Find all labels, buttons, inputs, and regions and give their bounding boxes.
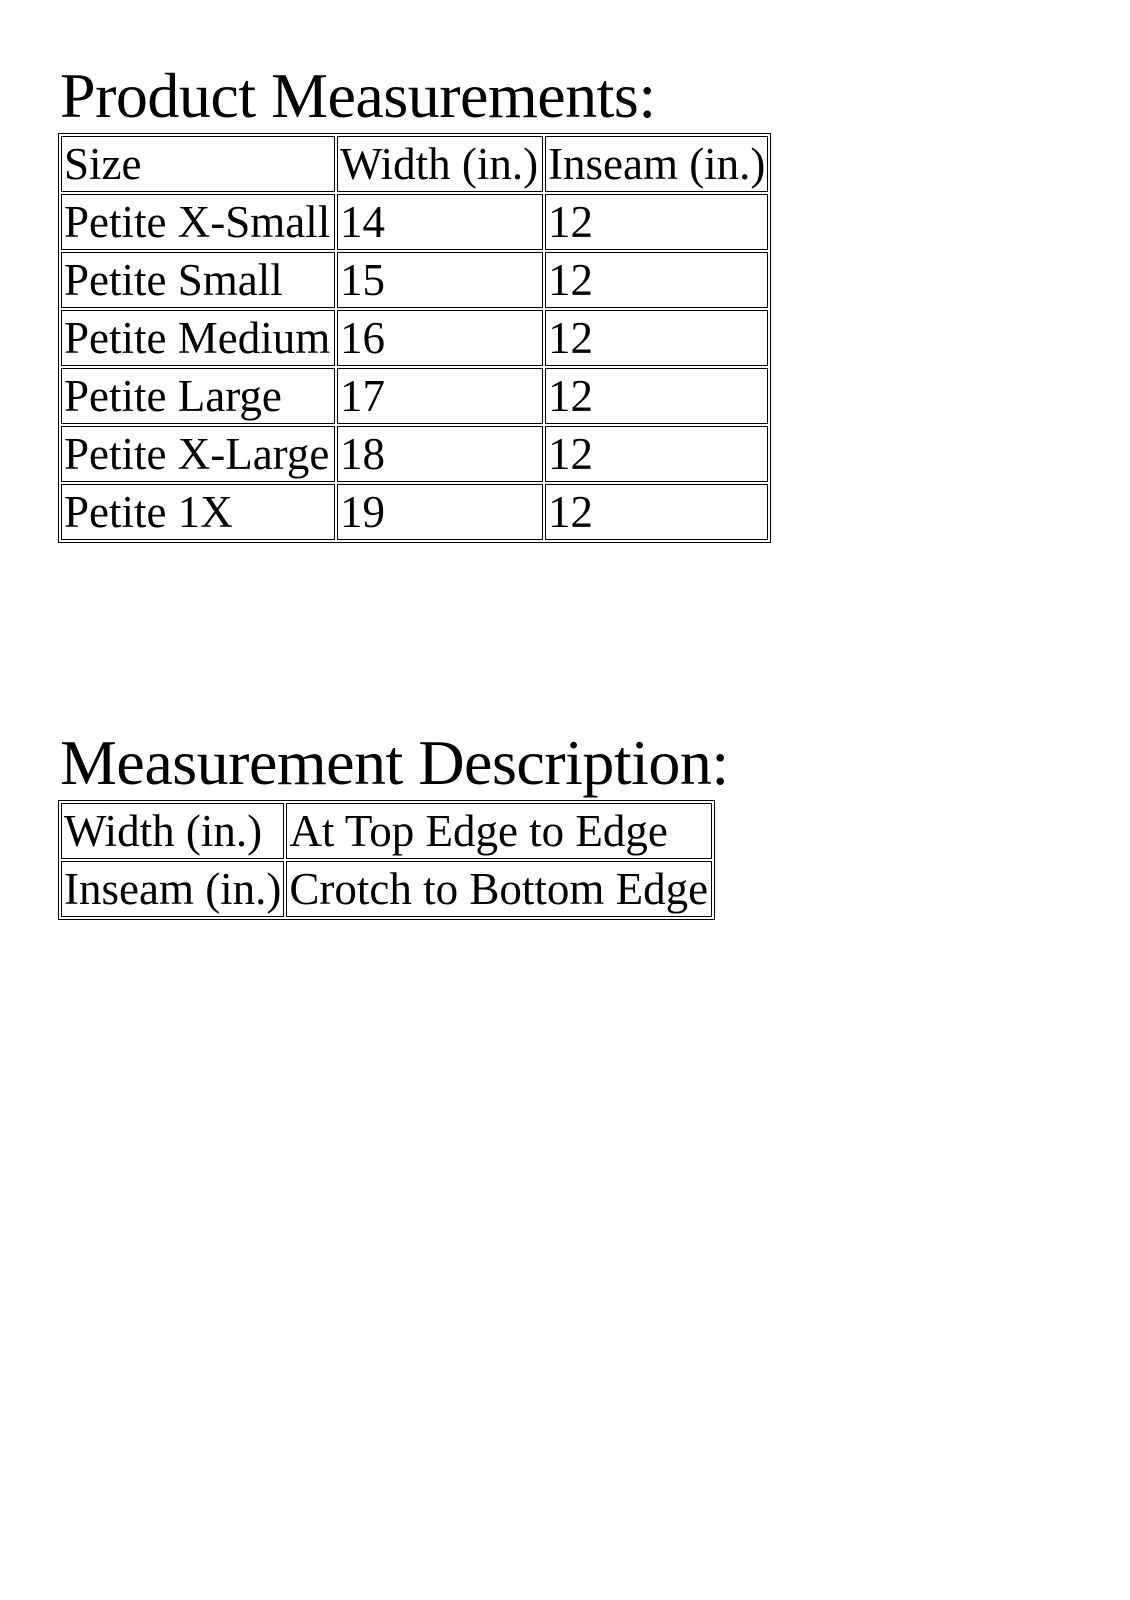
width-cell: 16 (337, 310, 543, 366)
table-row (61, 194, 768, 250)
inseam-cell: 12 (545, 252, 768, 308)
header-size: Size (61, 136, 335, 192)
measurement-description-table (58, 800, 715, 920)
table-row (61, 310, 768, 366)
size-cell: Petite X-Large (61, 426, 335, 482)
size-cell: Petite Large (61, 368, 335, 424)
inseam-cell: 12 (545, 426, 768, 482)
width-cell: 19 (337, 484, 543, 540)
measurement-description-title: Measurement Description: (60, 727, 729, 798)
table-row (61, 803, 712, 859)
measurement-description-cell: At Top Edge to Edge (286, 803, 712, 859)
size-cell: Petite X-Small (61, 194, 335, 250)
size-cell: Petite Medium (61, 310, 335, 366)
inseam-cell: 12 (545, 194, 768, 250)
table-header-row (61, 136, 768, 192)
measurement-name-cell: Width (in.) (61, 803, 284, 859)
width-cell: 14 (337, 194, 543, 250)
table-row (61, 368, 768, 424)
measurement-name-cell: Inseam (in.) (61, 861, 284, 917)
product-measurements-title: Product Measurements: (60, 60, 656, 131)
inseam-cell: 12 (545, 310, 768, 366)
product-measurements-table (58, 133, 771, 543)
table-row (61, 484, 768, 540)
table-row (61, 252, 768, 308)
table-row (61, 426, 768, 482)
width-cell: 15 (337, 252, 543, 308)
size-cell: Petite Small (61, 252, 335, 308)
header-width: Width (in.) (337, 136, 543, 192)
size-cell: Petite 1X (61, 484, 335, 540)
width-cell: 17 (337, 368, 543, 424)
header-inseam: Inseam (in.) (545, 136, 768, 192)
width-cell: 18 (337, 426, 543, 482)
inseam-cell: 12 (545, 484, 768, 540)
table-row (61, 861, 712, 917)
inseam-cell: 12 (545, 368, 768, 424)
measurement-description-cell: Crotch to Bottom Edge (286, 861, 712, 917)
